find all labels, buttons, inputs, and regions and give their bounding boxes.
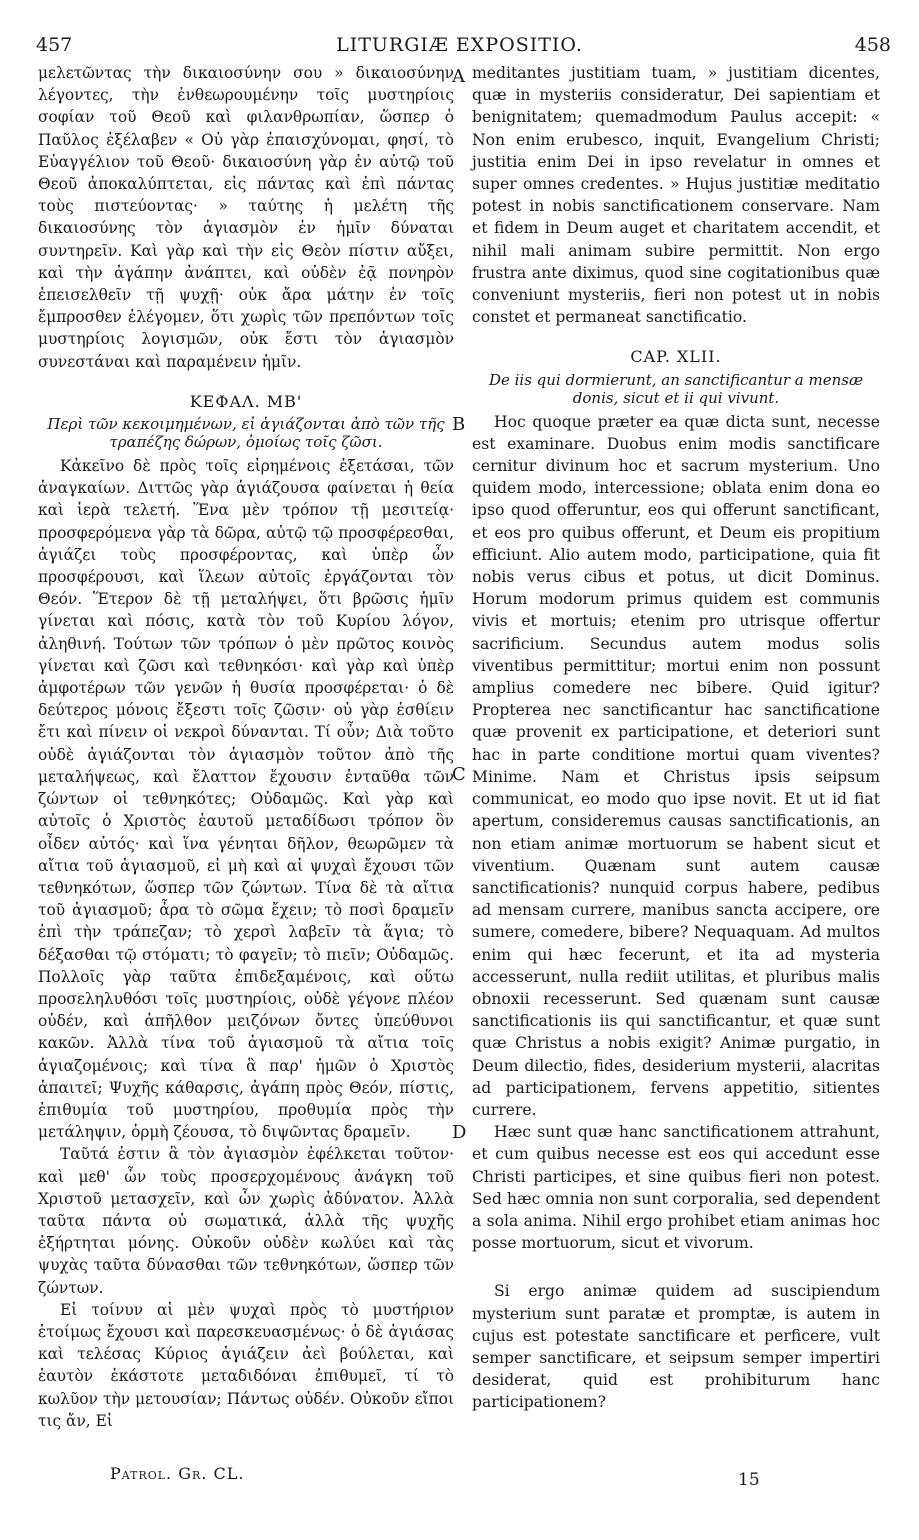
signature-mark: Patrol. Gr. CL. [110,1464,245,1483]
latin-paragraph: Hæc sunt quæ hanc sanctificationem attrahunt, et cum quibus necesse est eos qui accedunt esse Christi participes, et sine quibus fieri non potest. Sed hæc omnia non sunt corporalia, sed dependent a sola anima. Nihil ergo prohibet etiam animas hoc posse mortuorum, sicut et vivorum. [472,1123,880,1253]
greek-intro-paragraph: μελετῶντας τὴν δικαιοσύνην σου » δικαιοσύνην λέγοντες, τὴν ἐνθεωρουμένην τοῖς μυστηρίοις σοφίαν τοῦ Θεοῦ καὶ φιλανθρωπίαν, ὥσπερ ὁ Παῦλος ἐξέλαβεν « Οὐ γὰρ ἐπαισχύνομαι, φησί, τὸ Εὐαγγέλιον τοῦ Θεοῦ· δικαιοσύνη γὰρ ἐν αὐτῷ τοῦ Θεοῦ ἀποκαλύπτεται, εἰς πάντας καὶ ἐπὶ πάντας τοὺς πιστεύοντας· » ταύτης ἡ μελέτη τῆς δικαιοσύνης τὸν ἁγιασμὸν ἐν ἡμῖν δύναται συντηρεῖν. Καὶ γὰρ καὶ τὴν εἰς Θεὸν πίστιν αὔξει, καὶ τὴν ἀγάπην ἀνάπτει, καὶ οὐδὲν ἐᾷ πονηρὸν ἐπεισελθεῖν τῇ ψυχῇ· οὐκ ἄρα μάτην ἐν τοῖς ἔμπροσθεν ἐλέγομεν, ὅτι χωρὶς τῶν πρεπόντων τοῖς μυστηρίοις λογισμῶν, οὐκ ἔστι τὸν ἁγιασμὸν συνεστάναι καὶ παραμένειν ἡμῖν. [38,64,454,371]
page-number-right: 458 [854,34,891,56]
latin-paragraph: Hoc quoque præter ea quæ dicta sunt, necesse est examinare. Duobus enim modis sanctificare cernitur divinum hoc et sacrum mysterium. Uno quidem modo, intercessione; oblata enim dona eo ipso quod offeruntur, eos qui offerunt sanctificant, et eos pro quibus offerunt, et Deum eis propitium efficiunt. Alio autem modo, participatione, quia fit nobis verus cibus et potus, ut dicit Dominus. Horum modorum primus quidem est communis vivis et mortuis; etenim pro utrisque offertur sacrificium. Secundus autem modus solis viventibus permittitur; mortui enim non possunt amplius comedere nec bibere. Quid igitur? Propterea nec sanctificantur hac sanctificatione quæ provenit ex participatione, et deteriori sunt hac in parte conditione mortui quam viventes? Minime. Nam et Christus ipsis seipsum communicat, eo modo quo ipse novit. Et ut id fiat apertum, consideremus causas sanctificationis, an non etiam animæ mortuorum se habent sicut et viventium. Quænam sunt autem causæ sanctificationis? nunquid corpus habere, pedibus ad mensam currere, manibus sancta accipere, ore sumere, comedere, bibere? Nequaquam. Ad multos enim qui hæc fecerunt, et ita ad mysteria accesserunt, nulla rediit utilitas, et pluribus malis obnoxii recesserunt. Sed quænam sunt causæ sanctificationis iis qui sanctificantur, et quæ sunt quæ Christus a nobis exigit? Animæ purgatio, in Deum dilectio, fides, desiderium mysterii, alacritas ad participationem, fervens appetitio, sitientes currere. [472,412,880,1119]
margin-letter-a: A [452,66,465,87]
latin-intro-paragraph: meditantes justitiam tuam, » justitiam dicentes, quæ in mysteriis consideratur, Dei sapientiam et benignitatem; quemadmodum Paulus accepit: « Non enim erubesco, inquit, Evangelium Christi; justitia enim Dei in ipso revelatur in omnes et super omnes credentes. » Hujus justitiæ meditatio potest in nobis sanctificationem conservare. Nam et fidem in Deum auget et charitatem accendit, et nihil mali animam subire permittit. Non ergo frustra ante diximus, quod sine cogitationibus quæ conveniunt mysteriis, fieri non potest ut in nobis constet et permaneat sanctificatio. [472,64,880,327]
greek-paragraph: Εἰ τοίνυν αἱ μὲν ψυχαὶ πρὸς τὸ μυστήριον ἑτοίμως ἔχουσι καὶ παρεσκευασμένως· ὁ δὲ ἁγιάσας καὶ τελέσας Κύριος ἁγιάζειν ἀεὶ βούλεται, καὶ ἑαυτὸν ἑκάστοτε μεταδιδόναι ἐπιθυμεῖ, τί τὸ κωλῦον τὴν μετουσίαν; Πάντως οὐδέν. Οὐκοῦν εἴποι τις ἄν, Εἰ [38,1300,454,1430]
running-title: LITURGIÆ EXPOSITIO. [336,34,583,56]
latin-chapter-heading: CAP. XLII. [630,347,722,367]
latin-paragraph: Si ergo animæ quidem ad suscipiendum mysterium sunt paratæ et promptæ, is autem in cujus est potestate sanctificare et perficere, vult semper sanctificare, et seipsum semper impertiri desiderat, quid est prohibiturum hanc participationem? [472,1282,880,1412]
greek-paragraph: Ταῦτά ἐστιν ἃ τὸν ἁγιασμὸν ἐφέλκεται τοῦτον· καὶ μεθ' ὧν τοὺς προσερχομένους ἀνάγκη τοῦ Χριστοῦ μετασχεῖν, καὶ ὧν χωρὶς ἀδύνατον. Ἀλλὰ ταῦτα πάντα οὐ σωματικά, ἀλλὰ τῆς ψυχῆς ἐξήρτηται μόνης. Οὐκοῦν οὐδὲν κωλύει καὶ τὰς ψυχὰς ταῦτα δύνασθαι τῶν τεθνηκότων, ὥσπερ τῶν ζώντων. [38,1145,454,1297]
running-head [0,34,919,64]
margin-letter-d: D [452,1122,467,1143]
page-number-left: 457 [36,34,73,56]
sheet-number: 15 [738,1470,760,1490]
margin-letter-b: B [452,414,466,435]
latin-chapter-subtitle: De iis qui dormierunt, an sanctificantur a mensæ donis, sicut et ii qui vivunt. [488,370,864,407]
greek-chapter-subtitle: Περὶ τῶν κεκοιμημένων, εἰ ἁγιάζονται ἀπὸ τῶν τῆς τραπέζης δώρων, ὁμοίως τοῖς ζῶσι. [47,415,445,452]
latin-column [472,62,880,1414]
greek-chapter-heading: ΚΕΦΑΛ. ΜΒ' [189,391,303,411]
greek-paragraph: Κἀκεῖνο δὲ πρὸς τοῖς εἰρημένοις ἐξετάσαι, τῶν ἀναγκαίων. Διττῶς γὰρ ἁγιάζουσα φαίνεται ἡ θεία καὶ ἱερὰ τελετή. Ἕνα μὲν τρόπον τῇ μεσιτείᾳ· προσφερόμενα γὰρ τὰ δῶρα, αὐτῷ τῷ προσφέρεσθαι, ἁγιάζει τοὺς προσφέροντας, καὶ ὑπὲρ ὧν προσφέρουσι, καὶ ἵλεων αὐτοῖς ἐργάζονται τὸν Θεόν. Ἕτερον δὲ τῇ μεταλήψει, ὅτι βρῶσις ἡμῖν γίνεται καὶ πόσις, κατὰ τὸν τοῦ Κυρίου λόγον, ἀληθινή. Τούτων τῶν τρόπων ὁ μὲν πρῶτος κοινὸς γίνεται καὶ ζῶσι καὶ τεθνηκόσι· καὶ γὰρ καὶ ὑπὲρ ἀμφοτέρων τῶν γενῶν ἡ θυσία προσφέρεται· ὁ δὲ δεύτερος μόνοις ἔξεστι τοῖς ζῶσιν· οὐ γὰρ ἐσθίειν ἔτι καὶ πίνειν οἱ νεκροὶ δύνανται. Τί οὖν; Διὰ τοῦτο οὐδὲ ἁγιάζονται τὸν ἁγιασμὸν τοῦτον ἀπὸ τῆς μεταλήψεως, καὶ ἔλαττον ἔχουσιν ἐνταῦθα τῶν ζώντων οἱ τεθνηκότες; Οὐδαμῶς. Καὶ γὰρ καὶ αὐτοῖς ὁ Χριστὸς ἑαυτοῦ μεταδίδωσι τρόπον ὃν οἶδεν αὐτός· καὶ ἵνα γένηται δῆλον, θεωρῶμεν τὰ αἴτια τοῦ ἁγιασμοῦ, εἰ μὴ καὶ αἱ ψυχαὶ ἔχουσι τῶν τεθνηκότων, ὥσπερ τῶν ζώντων. Τίνα δὲ τὰ αἴτια τοῦ ἁγιασμοῦ; ἆρα τὸ σῶμα ἔχειν; τὸ ποσὶ δραμεῖν ἐπὶ τὴν τράπεζαν; τὸ χερσὶ λαβεῖν τὰ ἅγια; τὸ δέξασθαι τῷ στόματι; τὸ φαγεῖν; τὸ πιεῖν; Οὐδαμῶς. Πολλοῖς γὰρ ταῦτα ἐπιδεξαμένοις, καὶ οὕτω προσεληλυθόσι τοῖς μυστηρίοις, οὐδὲ γέγονε πλέον οὐδέν, καὶ ἀπῆλθον μειζόνων ὄντες ὑπεύθυνοι κακῶν. Ἀλλὰ τίνα τοῦ ἁγιασμοῦ τὰ αἴτια τοῖς ἁγιαζομένοις; καὶ τίνα ἃ παρ' ἡμῶν ὁ Χριστὸς ἀπαιτεῖ; Ψυχῆς κάθαρσις, ἀγάπη πρὸς Θεόν, πίστις, ἐπιθυμία τοῦ μυστηρίου, προθυμία πρὸς τὴν μετάληψιν, ὁρμὴ ζέουσα, τὸ διψῶντας δραμεῖν. [38,457,454,1142]
greek-column [38,62,454,1432]
margin-letter-c: C [452,764,466,785]
